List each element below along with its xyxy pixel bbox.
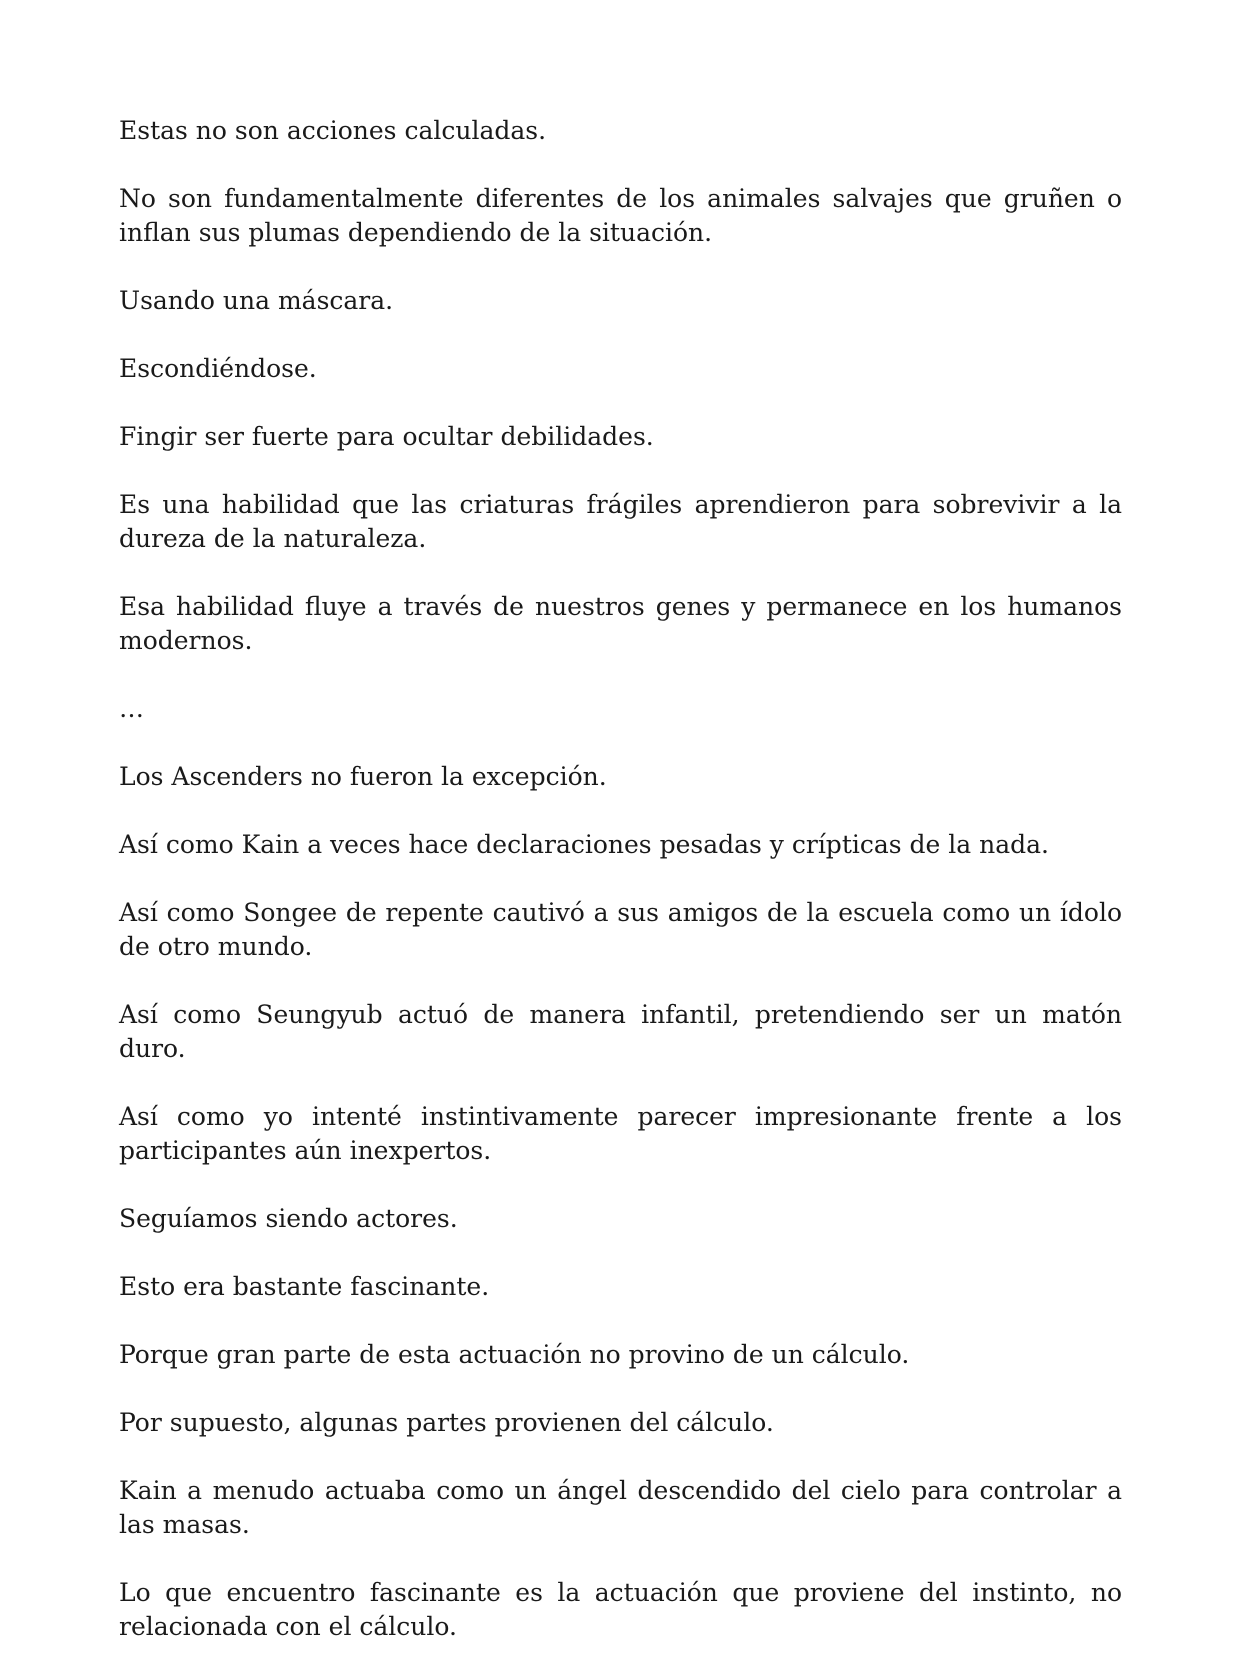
paragraph: Así como Seungyub actuó de manera infantil, pretendiendo ser un matón duro. (119, 1000, 1122, 1063)
paragraph: Esa habilidad fluye a través de nuestros genes y permanece en los humanos modernos. (119, 592, 1122, 655)
paragraph: Esto era bastante fascinante. (119, 1272, 490, 1301)
paragraph: Los Ascenders no fueron la excepción. (119, 762, 607, 791)
paragraph: Estas no son acciones calculadas. (119, 116, 547, 145)
paragraph: Usando una máscara. (119, 286, 394, 315)
paragraph: Así como Kain a veces hace declaraciones pesadas y crípticas de la nada. (119, 830, 1049, 859)
paragraph: Escondiéndose. (119, 354, 317, 383)
ellipsis-separator: … (119, 694, 144, 723)
paragraph: Así como yo intenté instintivamente parecer impresionante frente a los participantes aún inexpertos. (119, 1102, 1122, 1165)
paragraph: Porque gran parte de esta actuación no provino de un cálculo. (119, 1340, 910, 1369)
document-page (119, 114, 1122, 1678)
paragraph: Es una habilidad que las criaturas frágiles aprendieron para sobrevivir a la dureza de la naturaleza. (119, 490, 1122, 553)
paragraph: No son fundamentalmente diferentes de los animales salvajes que gruñen o inflan sus plumas dependiendo de la situación. (119, 184, 1122, 247)
paragraph: Así como Songee de repente cautivó a sus amigos de la escuela como un ídolo de otro mundo. (119, 898, 1122, 961)
paragraph: Fingir ser fuerte para ocultar debilidades. (119, 422, 654, 451)
paragraph: Lo que encuentro fascinante es la actuación que proviene del instinto, no relacionada con el cálculo. (119, 1578, 1122, 1641)
paragraph: Por supuesto, algunas partes provienen del cálculo. (119, 1408, 774, 1437)
paragraph: Kain a menudo actuaba como un ángel descendido del cielo para controlar a las masas. (119, 1476, 1122, 1539)
paragraph: Seguíamos siendo actores. (119, 1204, 458, 1233)
